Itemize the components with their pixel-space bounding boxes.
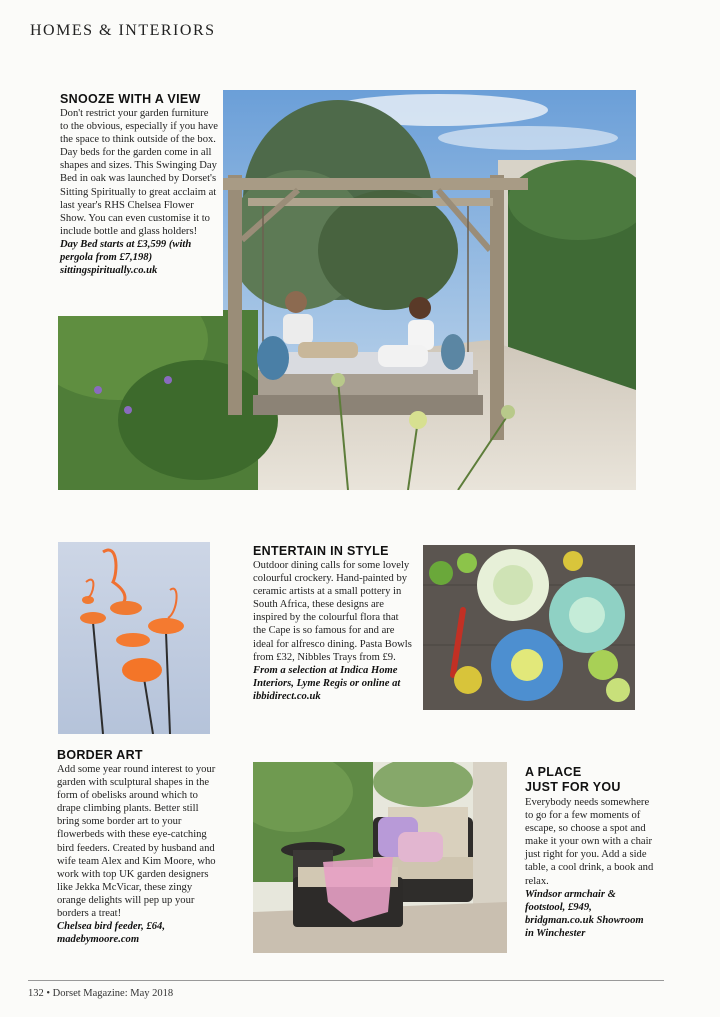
border-article [57, 748, 217, 946]
place-body: Everybody needs somewhere to go for a few moments of escape, so choose a spot and make it your own with a chair just right for you. Add a side table, a cool drink, a book and relax. [525, 797, 654, 887]
place-credit: Windsor armchair & footstool, £949, bridgman.co.uk Showroom in Winchester [525, 888, 644, 939]
section-title: HOMES & INTERIORS [30, 22, 216, 39]
page-footer: 132 • Dorset Magazine: May 2018 [28, 988, 174, 999]
place-heading-line1: A PLACE [525, 765, 582, 779]
crockery-photo [423, 545, 635, 710]
snooze-article [60, 92, 218, 277]
footer-rule [28, 980, 664, 981]
entertain-article [253, 544, 413, 703]
place-heading-line2: JUST FOR YOU [525, 780, 621, 794]
entertain-body: Outdoor dining calls for some lovely colourful crockery. Hand-painted by ceramic artists at a small pottery in South Africa, these designs are inspired by the colourful flora that the Cape is so famous for and are ideal for alfresco dining. Pasta Bowls from £32, Nibbles Trays from £9. [253, 560, 412, 663]
border-credit: Chelsea bird feeder, £64, madebymoore.com [57, 921, 165, 946]
entertain-credit: From a selection at Indica Home Interiors, Lyme Regis or online at ibbidirect.co.uk [253, 664, 401, 702]
bird-feeder-photo [58, 542, 210, 734]
place-article [525, 765, 655, 940]
snooze-credit: Day Bed starts at £3,599 (with pergola from £7,198) sittingspiritually.co.uk [60, 238, 192, 277]
snooze-body: Don't restrict your garden furniture to the obvious, especially if you have the space to think outside of the box. Day beds for the garden come in all shapes and sizes. This Swinging Day Bed in oak was launched by Dorset's Sitting Spiritually to great acclaim at last year's RHS Chelsea Flower Show. You can even customise it to include bottle and glass holders! [60, 108, 218, 237]
armchair-photo [253, 762, 507, 953]
border-heading: BORDER ART [57, 748, 143, 762]
border-body: Add some year round interest to your garden with sculptural shapes in the form of obelisks around which to drape climbing plants. Better still bring some border art to your flowerbeds with these eye-catching bird feeders. Created by husband and wife team Alex and Kim Moore, who work with top UK garden designers like Jekka McVicar, these zingy orange delights will pep up your borders a treat! [57, 764, 216, 920]
snooze-heading: SNOOZE WITH A VIEW [60, 92, 201, 106]
entertain-heading: ENTERTAIN IN STYLE [253, 544, 389, 558]
